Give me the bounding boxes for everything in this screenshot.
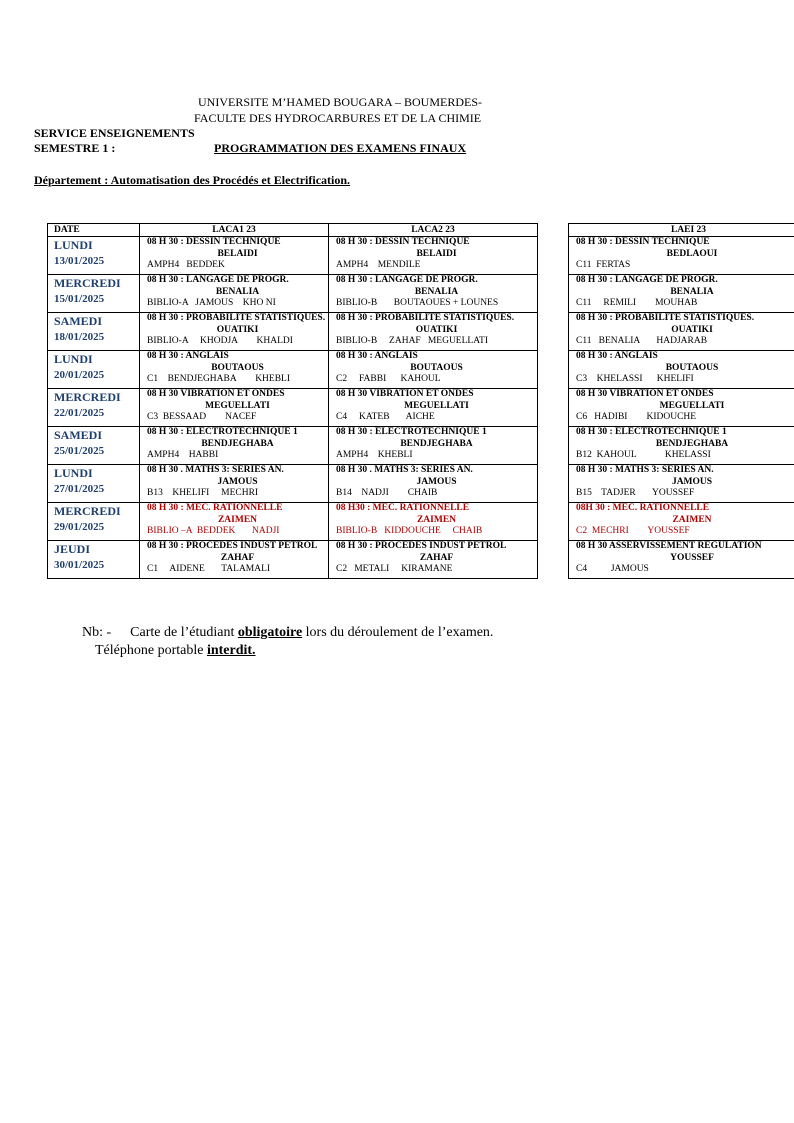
faculty-name: FACULTE DES HYDROCARBURES ET DE LA CHIMIE (194, 111, 482, 125)
exam-room-supervisors: C1 AIDENE TALAMALI (147, 564, 271, 574)
exam-teacher: BOUTAOUS (410, 362, 463, 373)
exam-room-supervisors: BIBLIO-A JAMOUS KHO NI (147, 298, 276, 308)
exam-time-subject: 08 H 30 VIBRATION ET ONDES (147, 389, 285, 399)
exam-cell (569, 389, 794, 427)
date-cell (48, 313, 140, 351)
exam-room-supervisors: C11 FERTAS (576, 260, 631, 270)
date-cell (48, 351, 140, 389)
exam-cell (569, 541, 794, 579)
table-row (569, 275, 794, 313)
weekday: MERCREDI (54, 390, 121, 404)
exam-time-subject: 08 H 30 : PROBABILITE STATISTIQUES. (336, 313, 515, 323)
service-label: SERVICE ENSEIGNEMENTS (34, 126, 195, 140)
exam-cell (569, 237, 794, 275)
exam-teacher: BELAIDI (217, 248, 258, 259)
exam-time-subject: 08H 30 : MEC. RATIONNELLE (576, 503, 710, 513)
table-row (48, 503, 538, 541)
weekday: LUNDI (54, 238, 93, 252)
exam-cell (140, 465, 329, 503)
exam-cell (329, 503, 538, 541)
table-row (48, 237, 538, 275)
exam-time-subject: 08 H 30 : ANGLAIS (336, 351, 418, 361)
exam-room-supervisors: BIBLIO-A KHODJA KHALDI (147, 336, 293, 346)
exam-time-subject: 08 H 30 ASSERVISSEMENT REGULATION (576, 541, 762, 551)
exam-room-supervisors: C3 BESSAAD NACEF (147, 412, 257, 422)
exam-cell (569, 503, 794, 541)
date-cell (48, 465, 140, 503)
exam-time-subject: 08 H 30 VIBRATION ET ONDES (336, 389, 474, 399)
exam-cell (140, 237, 329, 275)
exam-cell (329, 541, 538, 579)
exam-teacher: BEDLAOUI (666, 248, 718, 259)
exam-cell (140, 313, 329, 351)
exam-teacher: BOUTAOUS (211, 362, 264, 373)
exam-cell (569, 427, 794, 465)
table-header-row (569, 224, 794, 237)
exam-room-supervisors: B15 TADJER YOUSSEF (576, 488, 695, 498)
exam-date: 18/01/2025 (54, 331, 105, 343)
table-row (48, 313, 538, 351)
weekday: LUNDI (54, 352, 93, 366)
semester-label: SEMESTRE 1 : (34, 141, 116, 155)
exam-time-subject: 08 H 30 : LANGAGE DE PROGR. (147, 275, 289, 285)
note-prefix: Nb: - (82, 625, 112, 640)
exam-room-supervisors: B14 NADJI CHAIB (336, 488, 438, 498)
table-row (48, 465, 538, 503)
table-row (569, 541, 794, 579)
exam-room-supervisors: C11 BENALIA HADJARAB (576, 336, 708, 346)
exam-time-subject: 08 H 30 : ELECTROTECHNIQUE 1 (147, 427, 298, 437)
exam-time-subject: 08 H 30 : ANGLAIS (576, 351, 658, 361)
exam-room-supervisors: BIBLIO-B KIDDOUCHE CHAIB (336, 526, 483, 536)
exam-cell (329, 275, 538, 313)
exam-room-supervisors: B13 KHELIFI MECHRI (147, 488, 259, 498)
exam-teacher: BENDJEGHABA (400, 438, 473, 449)
exam-room-supervisors: C4 JAMOUS (576, 564, 649, 574)
date-cell (48, 541, 140, 579)
table-row (569, 313, 794, 351)
exam-time-subject: 08 H 30 : DESSIN TECHNIQUE (576, 237, 710, 247)
exam-room-supervisors: C2 METALI KIRAMANE (336, 564, 453, 574)
exam-teacher: JAMOUS (416, 476, 457, 487)
note-emphasis-1: obligatoire (237, 625, 303, 640)
exam-room-supervisors: C2 MECHRI YOUSSEF (576, 526, 690, 536)
note-emphasis-2: interdit. (206, 643, 256, 658)
column-header-laei: LAEI 23 (569, 224, 794, 237)
table-row (569, 465, 794, 503)
exam-date: 20/01/2025 (54, 369, 105, 381)
date-cell (48, 275, 140, 313)
exam-room-supervisors: C11 REMILI MOUHAB (576, 298, 698, 308)
table-row (569, 427, 794, 465)
note-text-1: Carte de l’étudiant (130, 625, 238, 640)
exam-cell (140, 427, 329, 465)
exam-date: 30/01/2025 (54, 559, 105, 571)
exam-table-laei (568, 223, 794, 579)
exam-teacher: ZAHAF (419, 552, 454, 563)
exam-teacher: BOUTAOUS (665, 362, 719, 373)
exam-room-supervisors: BIBLIO –A BEDDEK NADJI (147, 526, 280, 536)
exam-room-supervisors: AMPH4 MENDILE (336, 260, 421, 270)
exam-time-subject: 08 H 30 : DESSIN TECHNIQUE (336, 237, 470, 247)
note-line-1 (82, 625, 493, 641)
exam-time-subject: 08 H 30 : ELECTROTECHNIQUE 1 (576, 427, 727, 437)
department-label: Département : Automatisation des Procédés et Electrification. (34, 173, 351, 187)
table-row (569, 237, 794, 275)
exam-time-subject: 08 H 30 . MATHS 3: SERIES AN. (147, 465, 284, 475)
exam-teacher: ZAIMEN (672, 514, 712, 525)
column-header-laca2: LACA2 23 (329, 224, 538, 237)
exam-cell (329, 237, 538, 275)
date-cell (48, 389, 140, 427)
exam-time-subject: 08 H 30 : PROCEDES INDUST PETROL (147, 541, 318, 551)
exam-time-subject: 08 H 30 : PROBABILITE STATISTIQUES. (147, 313, 326, 323)
exam-cell (140, 541, 329, 579)
exam-teacher: OUATIKI (415, 324, 458, 335)
exam-teacher: ZAIMEN (217, 514, 258, 525)
exam-table-laca (47, 223, 538, 579)
weekday: SAMEDI (54, 428, 103, 442)
exam-teacher: JAMOUS (671, 476, 713, 487)
exam-time-subject: 08 H 30 . MATHS 3: SERIES AN. (336, 465, 473, 475)
exam-time-subject: 08 H30 : MEC. RATIONNELLE (336, 503, 470, 513)
exam-room-supervisors: C1 BENDJEGHABA KHEBLI (147, 374, 291, 384)
table-row (48, 427, 538, 465)
exam-cell (140, 389, 329, 427)
exam-cell (140, 275, 329, 313)
exam-room-supervisors: C4 KATEB AICHE (336, 412, 435, 422)
exam-teacher: BENALIA (414, 286, 459, 297)
exam-teacher: MEGUELLATI (205, 400, 270, 411)
exam-cell (569, 313, 794, 351)
exam-room-supervisors: AMPH4 BEDDEK (147, 260, 225, 270)
exam-date: 27/01/2025 (54, 483, 105, 495)
exam-teacher: MEGUELLATI (659, 400, 725, 411)
table-row (569, 389, 794, 427)
date-cell (48, 503, 140, 541)
exam-time-subject: 08 H 30 : PROCEDES INDUST PETROL (336, 541, 507, 551)
exam-time-subject: 08 H 30 : DESSIN TECHNIQUE (147, 237, 281, 247)
exam-room-supervisors: BIBLIO-B BOUTAOUES + LOUNES (336, 298, 499, 308)
program-title: PROGRAMMATION DES EXAMENS FINAUX (214, 141, 467, 155)
exam-teacher: BENALIA (215, 286, 260, 297)
weekday: MERCREDI (54, 276, 121, 290)
exam-teacher: ZAIMEN (416, 514, 457, 525)
exam-room-supervisors: B12 KAHOUL KHELASSI (576, 450, 711, 460)
exam-teacher: ZAHAF (220, 552, 255, 563)
exam-date: 29/01/2025 (54, 521, 105, 533)
exam-teacher: BELAIDI (416, 248, 457, 259)
note-line-2 (95, 643, 256, 659)
exam-teacher: JAMOUS (217, 476, 258, 487)
exam-teacher: BENDJEGHABA (655, 438, 729, 449)
exam-cell (569, 465, 794, 503)
exam-time-subject: 08 H 30 : PROBABILITE STATISTIQUES. (576, 313, 755, 323)
exam-room-supervisors: AMPH4 KHEBLI (336, 450, 413, 460)
exam-room-supervisors: C3 KHELASSI KHELIFI (576, 374, 694, 384)
exam-teacher: OUATIKI (671, 324, 713, 335)
exam-time-subject: 08 H 30 : MEC. RATIONNELLE (147, 503, 283, 513)
exam-room-supervisors: C6 HADIBI KIDOUCHE (576, 412, 697, 422)
table-row (48, 541, 538, 579)
exam-room-supervisors: BIBLIO-B ZAHAF MEGUELLATI (336, 336, 488, 346)
exam-date: 15/01/2025 (54, 293, 105, 305)
exam-cell (329, 427, 538, 465)
exam-time-subject: 08 H 30 : MATHS 3: SERIES AN. (576, 465, 714, 475)
weekday: SAMEDI (54, 314, 103, 328)
table-row (48, 351, 538, 389)
exam-teacher: BENALIA (670, 286, 714, 297)
exam-date: 25/01/2025 (54, 445, 105, 457)
table-row (48, 275, 538, 313)
weekday: MERCREDI (54, 504, 121, 518)
note-text-2: Téléphone portable (95, 643, 207, 658)
exam-cell (329, 465, 538, 503)
exam-time-subject: 08 H 30 : ANGLAIS (147, 351, 229, 361)
table-row (569, 503, 794, 541)
university-name: UNIVERSITE M’HAMED BOUGARA – BOUMERDES- (198, 95, 483, 109)
exam-time-subject: 08 H 30 : LANGAGE DE PROGR. (336, 275, 478, 285)
date-cell (48, 237, 140, 275)
exam-room-supervisors: C2 FABBI KAHOUL (336, 374, 441, 384)
exam-cell (329, 313, 538, 351)
column-header-date: DATE (48, 224, 140, 237)
exam-cell (140, 503, 329, 541)
column-header-laca1: LACA1 23 (140, 224, 329, 237)
exam-cell (569, 351, 794, 389)
exam-teacher: MEGUELLATI (404, 400, 469, 411)
exam-teacher: YOUSSEF (670, 552, 714, 563)
table-row (569, 351, 794, 389)
exam-cell (140, 351, 329, 389)
table-row (48, 389, 538, 427)
table-header-row (48, 224, 538, 237)
exam-time-subject: 08 H 30 VIBRATION ET ONDES (576, 389, 714, 399)
exam-date: 22/01/2025 (54, 407, 105, 419)
exam-time-subject: 08 H 30 : ELECTROTECHNIQUE 1 (336, 427, 487, 437)
date-cell (48, 427, 140, 465)
exam-teacher: OUATIKI (216, 324, 259, 335)
weekday: JEUDI (54, 542, 91, 556)
exam-cell (329, 389, 538, 427)
exam-date: 13/01/2025 (54, 255, 105, 267)
note-text-1-end: lors du déroulement de l’examen. (302, 625, 494, 640)
exam-cell (329, 351, 538, 389)
exam-teacher: BENDJEGHABA (201, 438, 274, 449)
weekday: LUNDI (54, 466, 93, 480)
exam-cell (569, 275, 794, 313)
exam-room-supervisors: AMPH4 HABBI (147, 450, 219, 460)
exam-time-subject: 08 H 30 : LANGAGE DE PROGR. (576, 275, 718, 285)
